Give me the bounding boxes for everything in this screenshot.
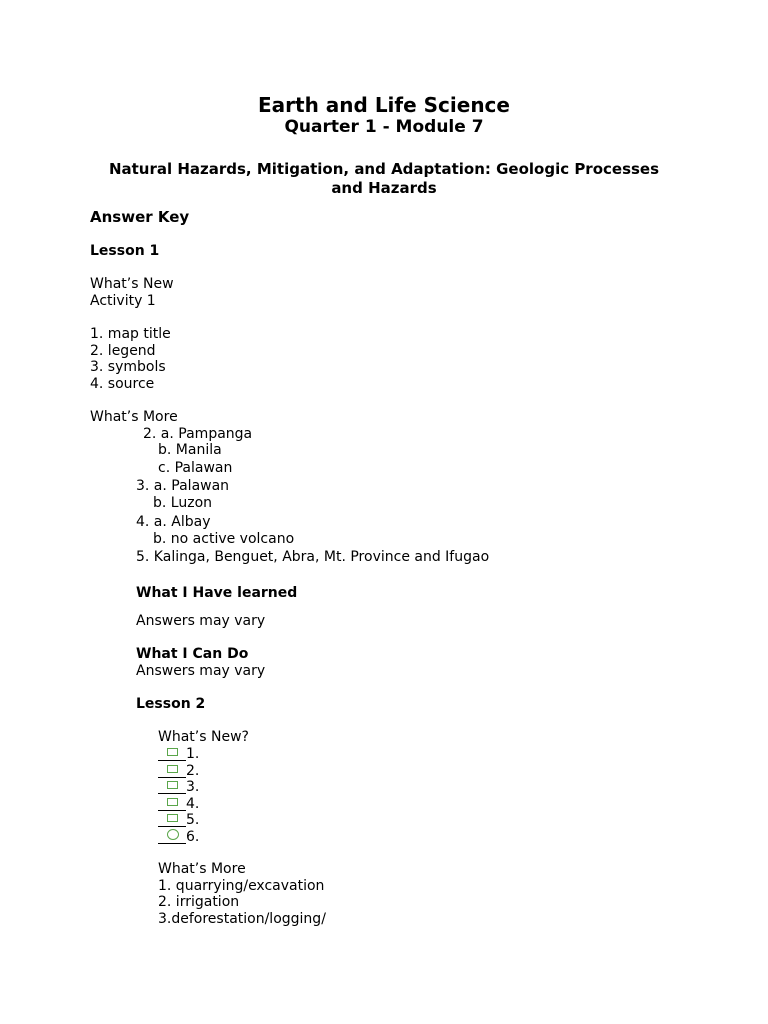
answer-key-heading: Answer Key [90,208,190,226]
more-item: b. Luzon [153,495,213,511]
lesson2-whats-new: What’s New? [158,729,249,745]
lesson1-whats-new: What’s New [90,276,174,292]
lesson2-whats-more: What’s More [158,861,246,877]
learned-heading: What I Have learned [136,585,298,601]
answer-blank [158,812,186,827]
activity-item: 2. legend [90,343,156,359]
rectangle-icon [167,765,178,773]
more-item: 5. Kalinga, Benguet, Abra, Mt. Province and Ifugao [136,549,490,565]
can-do-heading: What I Can Do [136,646,249,662]
more-item: b. no active volcano [153,531,295,547]
circle-icon [167,829,179,840]
lesson1-whats-more: What’s More [90,409,178,425]
more-item: 4. a. Albay [136,514,211,530]
module-title-line1: Natural Hazards, Mitigation, and Adaptation: Geologic Processes [108,160,660,178]
answer-number: 4. [186,796,200,812]
answer-blank [158,746,186,761]
rectangle-icon [167,814,178,822]
more-item: 1. quarrying/excavation [158,878,325,894]
rectangle-icon [167,748,178,756]
answer-blank [158,763,186,778]
activity-item: 1. map title [90,326,171,342]
lesson1-heading: Lesson 1 [90,243,160,259]
lesson1-activity: Activity 1 [90,293,156,309]
answer-number: 2. [186,763,200,779]
more-item: c. Palawan [158,460,233,476]
rectangle-icon [167,781,178,789]
answer-blank [158,829,186,844]
lesson2-heading: Lesson 2 [136,696,206,712]
answer-number: 3. [186,779,200,795]
answer-blank [158,779,186,794]
rectangle-icon [167,798,178,806]
document-subtitle: Quarter 1 - Module 7 [284,117,484,137]
more-item: 3.deforestation/logging/ [158,911,326,927]
answer-number: 5. [186,812,200,828]
answer-number: 6. [186,829,200,845]
more-item: 2. a. Pampanga [143,426,253,442]
activity-item: 4. source [90,376,155,392]
document-title: Earth and Life Science [258,93,510,117]
learned-answer: Answers may vary [136,613,266,629]
activity-item: 3. symbols [90,359,166,375]
more-item: b. Manila [158,442,222,458]
module-title-line2: and Hazards [331,179,437,197]
can-do-answer: Answers may vary [136,663,266,679]
more-item: 2. irrigation [158,894,240,910]
more-item: 3. a. Palawan [136,478,230,494]
answer-blank [158,796,186,811]
answer-number: 1. [186,746,200,762]
